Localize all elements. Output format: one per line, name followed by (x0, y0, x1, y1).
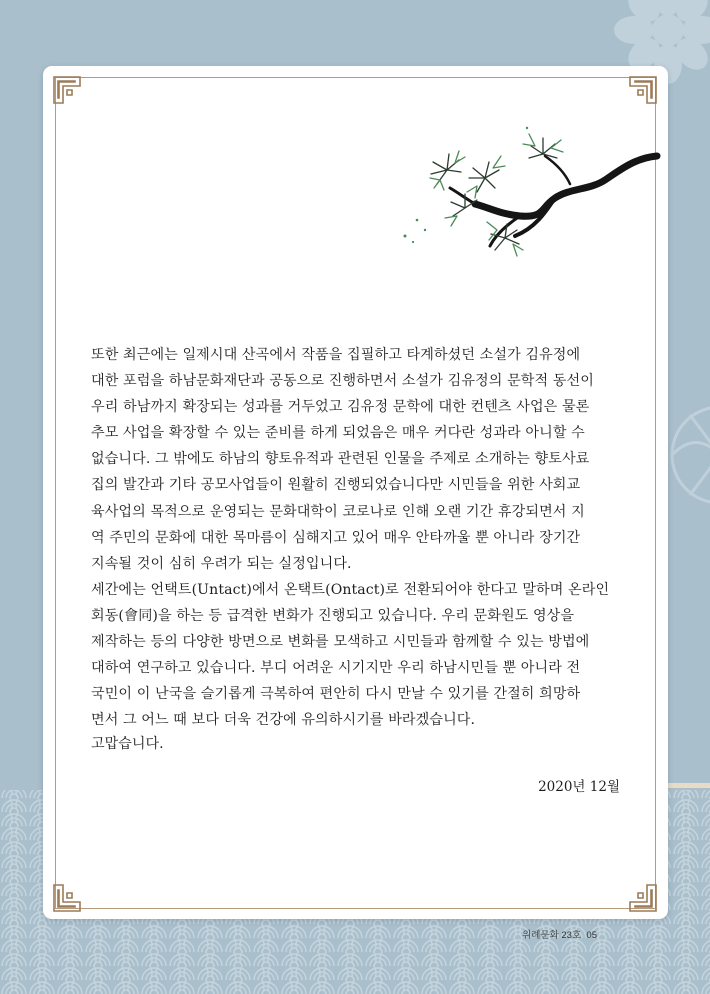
body-paragraph-2: 세간에는 언택트(Untact)에서 온택트(Ontact)로 전환되어야 한다고 말하며 온라인 회동(會同)을 하는 등 급격한 변화가 진행되고 있습니다. 우리 문화원도 영상을 제작하는 등의 다양한 방면으로 변화를 모색하고 시민들과 함께할 수 있는 방법에 대하여 연구하고 있습니다. 부디 어려운 시기지만 우리 하남시민들 뿐 아니라 전 국민이 이 난국을 슬기롭게 극복하여 편안히 다시 만날 수 있기를 간절히 희망하 면서 그 어느 때 보다 더욱 건강에 유의하시기를 바라겠습니다. (91, 582, 610, 729)
page-footer (522, 927, 597, 941)
page-number: 05 (586, 930, 597, 941)
lattice-corner-icon (628, 75, 658, 105)
letter-date: 2020년 12월 (538, 779, 620, 795)
pine-branch-illustration (395, 118, 665, 258)
lattice-corner-icon (52, 883, 82, 913)
lattice-corner-icon (52, 75, 82, 105)
beige-stripe (668, 783, 710, 788)
body-paragraph-1: 또한 최근에는 일제시대 산곡에서 작품을 집필하고 타계하셨던 소설가 김유정에 대한 포럼을 하남문화재단과 공동으로 진행하면서 소설가 김유정의 문학적 동선이 우리 하남까지 확장되는 성과를 거두었고 김유정 문학에 대한 컨텐츠 사업은 물론 추모 사업을 확장할 수 있는 준비를 하게 되었음은 매우 커다란 성과라 아니할 수 없습니다. 그 밖에도 하남의 향토유적과 관련된 인물을 주제로 소개하는 향토사료 집의 발간과 기타 공모사업들이 원활히 진행되었습니다만 시민들을 위한 사회교 육사업의 목적으로 운영되는 문화대학이 코로나로 인해 오랜 기간 휴강되면서 지 역 주민의 문화에 대한 목마름이 심해지고 있어 매우 안타까울 뿐 아니라 장기간 지속될 것이 심히 우려가 되는 실정입니다. (91, 347, 594, 572)
lattice-circle-decoration (672, 407, 710, 503)
lattice-corner-icon (628, 883, 658, 913)
publication-name: 위례문화 23호 (522, 930, 582, 941)
closing-remark: 고맙습니다. (91, 736, 164, 752)
